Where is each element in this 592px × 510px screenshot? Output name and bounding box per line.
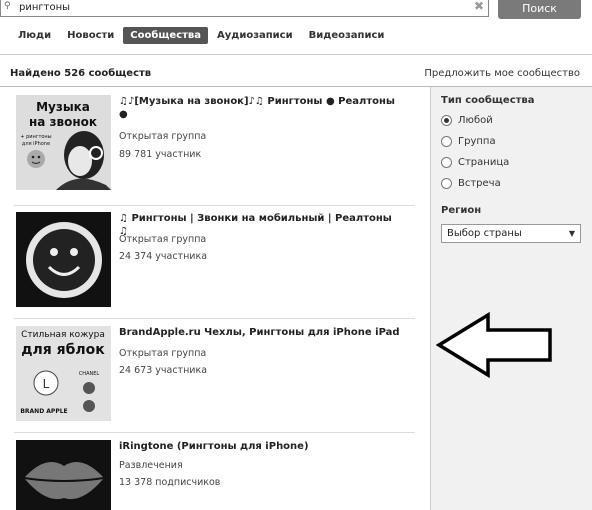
svg-text:+ рингтоны: + рингтоны [20, 134, 52, 140]
filter-sidebar [430, 87, 592, 510]
result-item [14, 212, 414, 322]
divider [14, 205, 415, 206]
member-count: 24 673 участника [119, 365, 208, 376]
community-type: Открытая группа [119, 131, 207, 142]
community-type: Развлечения [119, 460, 183, 471]
tab-news[interactable]: Новости [67, 29, 115, 41]
tab-audio[interactable]: Аудиозаписи [217, 29, 293, 41]
radio-icon[interactable] [441, 157, 452, 168]
svg-text:CHANEL: CHANEL [78, 371, 100, 377]
brandapple-avatar-image [16, 326, 111, 421]
svg-text:для iPhone: для iPhone [21, 141, 51, 147]
community-title-link[interactable]: ♫♪[Музыка на звонок]♪♫ Рингтоны ● Реалтоны ● [119, 96, 395, 120]
community-title-link[interactable]: iRingtone (Рингтоны для iPhone) [119, 441, 309, 452]
community-avatar[interactable] [16, 212, 111, 307]
svg-text:Музыка: Музыка [36, 100, 90, 114]
member-count: 24 374 участника [119, 251, 208, 262]
radio-icon[interactable] [441, 178, 452, 189]
left-arrow-icon [436, 312, 554, 378]
result-item [14, 326, 414, 436]
tab-people[interactable]: Люди [18, 29, 52, 41]
divider [14, 318, 415, 319]
svg-text:Стильная кожура: Стильная кожура [21, 330, 105, 340]
radio-any[interactable] [441, 115, 493, 126]
radio-label: Любой [458, 115, 493, 126]
community-title-link[interactable]: BrandApple.ru Чехлы, Рингтоны для iPhone iPad [119, 327, 400, 338]
country-select[interactable] [441, 224, 581, 243]
tabs-bar [11, 25, 393, 45]
result-item [14, 95, 414, 207]
search-box[interactable] [0, 0, 489, 17]
smiley-avatar-image [16, 212, 111, 307]
svg-text:на звонок: на звонок [28, 115, 98, 129]
lips-avatar-image [16, 440, 111, 510]
community-title-link[interactable]: ♫ Рингтоны | Звонки на мобильный | Реалтоны ♫ [119, 213, 392, 237]
radio-page[interactable] [441, 157, 509, 168]
result-item [14, 440, 414, 510]
chevron-down-icon: ▼ [568, 229, 575, 238]
svg-text:BRAND APPLE: BRAND APPLE [20, 408, 68, 415]
suggest-community-link[interactable]: Предложить мое сообщество [424, 68, 580, 79]
community-avatar[interactable] [16, 326, 111, 421]
country-select-value: Выбор страны [447, 228, 522, 239]
community-type: Открытая группа [119, 234, 207, 245]
radio-group[interactable] [441, 136, 496, 147]
divider [14, 432, 415, 433]
tab-communities[interactable]: Сообщества [123, 27, 208, 44]
tab-video[interactable]: Видеозаписи [308, 29, 385, 41]
radio-event[interactable] [441, 178, 501, 189]
community-avatar[interactable] [16, 440, 111, 510]
search-button[interactable]: Поиск [498, 0, 581, 19]
clear-icon[interactable]: ✖ [473, 0, 484, 13]
search-input[interactable] [19, 0, 459, 15]
radio-label: Страница [458, 157, 510, 168]
member-count: 13 378 подписчиков [119, 477, 221, 488]
svg-text:для яблок: для яблок [21, 342, 105, 358]
svg-text:L: L [42, 377, 50, 391]
search-icon: ⚲ [4, 1, 11, 11]
member-count: 89 781 участник [119, 149, 202, 160]
region-title: Регион [441, 205, 482, 216]
community-type: Открытая группа [119, 348, 207, 359]
radio-icon[interactable] [441, 115, 452, 126]
radio-label: Группа [458, 136, 496, 147]
music-avatar-image [16, 95, 111, 190]
radio-icon[interactable] [441, 136, 452, 147]
community-type-title: Тип сообщества [441, 95, 535, 106]
results-count: Найдено 526 сообществ [10, 68, 152, 79]
radio-label: Встреча [458, 178, 501, 189]
divider [0, 54, 592, 55]
community-avatar[interactable] [16, 95, 111, 190]
